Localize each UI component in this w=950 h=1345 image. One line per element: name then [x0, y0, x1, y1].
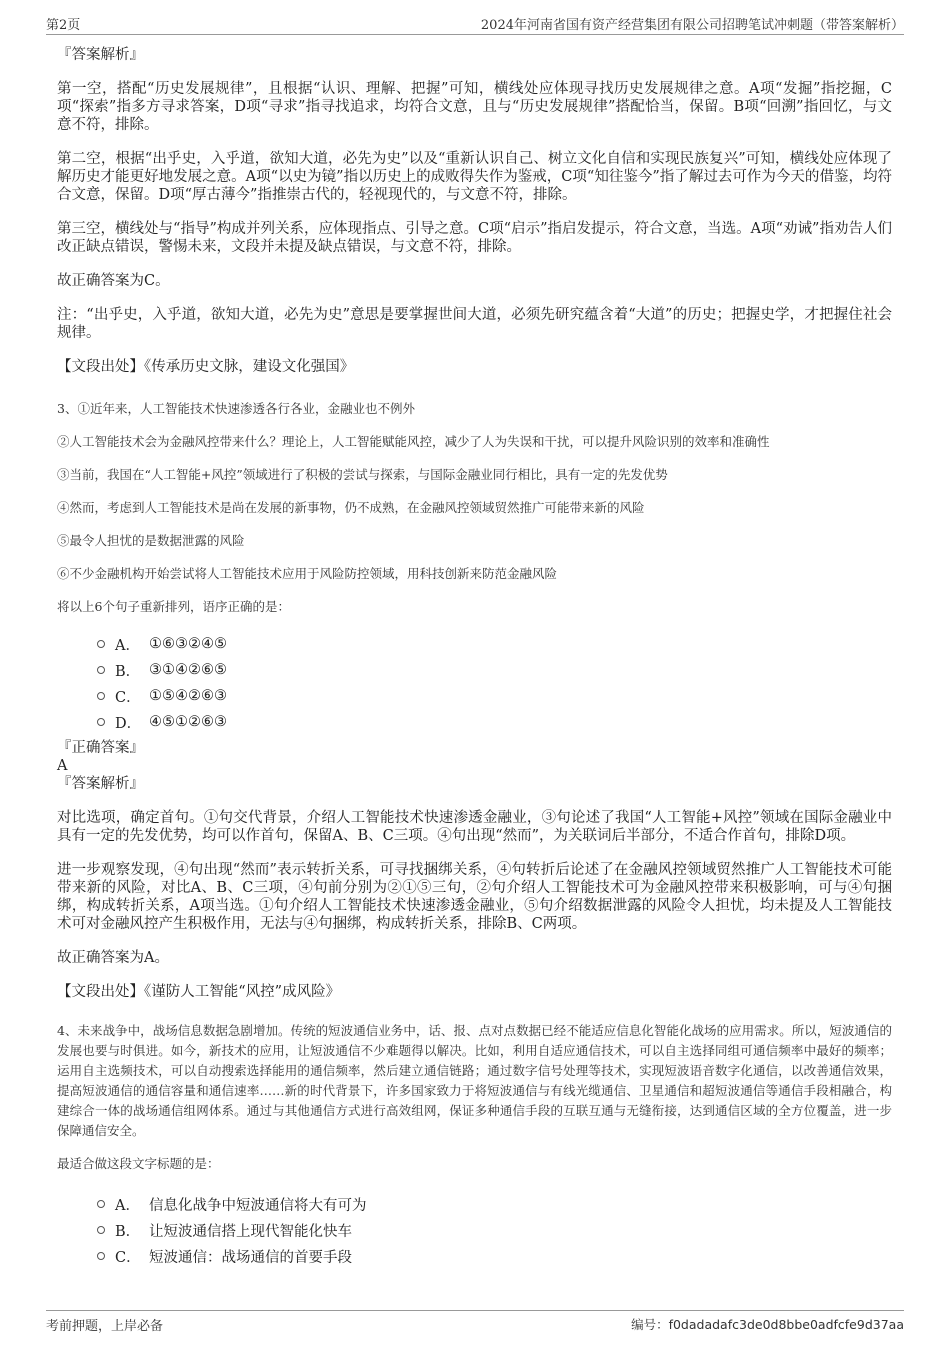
analysis-paragraph: 第三空，横线处与“指导”构成并列关系，应体现指点、引导之意。C项“启示”指启发提示，符合文意，当选。A项“劝诫”指劝告人们改正缺点错误，警惕未来，文段并未提及缺点错误，与文意不符，排除。: [57, 221, 892, 255]
radio-icon[interactable]: [97, 1252, 105, 1260]
analysis-paragraph: 对比选项，确定首句。①句交代背景，介绍人工智能技术快速渗透金融业，③句论述了我国“人工智能+风控”领域在国际金融业中具有一定的先发优势，均可以作首句，保留A、B、C三项。④句出现“然而”，为关联词后半部分，不适合作首句，排除D项。: [57, 810, 892, 844]
sentence-item: ⑥不少金融机构开始尝试将人工智能技术应用于风险防控领域，用科技创新来防范金融风险: [57, 566, 558, 581]
document-title: 2024年河南省国有资产经营集团有限公司招聘笔试冲刺题（带答案解析）: [480, 18, 904, 33]
option-c[interactable]: C． 短波通信：战场通信的首要手段: [97, 1243, 892, 1269]
correct-answer-label: 『正确答案』: [57, 740, 144, 756]
sentence-item: ④然而，考虑到人工智能技术是尚在发展的新事物，仍不成熟，在金融风控领域贸然推广可能带来新的风险: [57, 500, 645, 515]
question-4-prompt: 最适合做这段文字标题的是：: [57, 1156, 220, 1171]
radio-icon[interactable]: [97, 640, 105, 648]
sentence-item: ②人工智能技术会为金融风控带来什么？理论上，人工智能赋能风控，减少了人为失误和干扰，可以提升风险识别的效率和准确性: [57, 434, 770, 449]
option-d[interactable]: D． ④⑤①②⑥③: [97, 709, 892, 735]
page-content: [57, 46, 892, 1273]
question-4-stem: 4、未来战争中，战场信息数据急剧增加。传统的短波通信业务中，话、报、点对点数据已经不能适应信息化智能化战场的应用需求。所以，短波通信的发展也要与时俱进。如今，新技术的应用，让短波通信不少难题得以解决。比如，利用自适应通信技术，可以自主选择同组可通信频率中最好的频率；运用自主选频技术，可以自动搜索选择能用的通信频率，然后建立通信链路；通过数字信号处理等技术，实现短波语音数字化通信，以改善通信效果，提高短波通信的通信容量和通信速率……新的时代背景下，许多国家致力于将短波通信与有线光缆通信、卫星通信和超短波通信等通信手段相融合，构建综合一体的战场通信组网体系。通过与其他通信方式进行高效组网，保证多种通信手段的互联互通与无缝衔接，达到通信区域的全方位覆盖，进一步保障通信安全。: [57, 1023, 892, 1138]
document-id: 编号：f0dadadafc3de0d8bbe0adfcfe9d37aa: [631, 1317, 904, 1332]
question-3-prompt: 将以上6个句子重新排列，语序正确的是：: [57, 599, 290, 614]
question-3-stem: 3、①近年来，人工智能技术快速渗透各行各业，金融业也不例外: [57, 401, 415, 416]
analysis-label: 『答案解析』: [57, 776, 144, 792]
radio-icon[interactable]: [97, 718, 105, 726]
footer-slogan: 考前押题，上岸必备: [46, 1319, 164, 1334]
analysis-note: 注：“出乎史，入乎道，欲知大道，必先为史”意思是要掌握世间大道，必须先研究蕴含着“大道”的历史；把握史学，才把握住社会规律。: [57, 307, 892, 341]
analysis-conclusion: 故正确答案为A。: [57, 950, 169, 966]
sentence-item: ③当前，我国在“人工智能+风控”领域进行了积极的尝试与探索，与国际金融业同行相比，具有一定的先发优势: [57, 467, 668, 482]
page-footer: [46, 1310, 904, 1334]
option-a[interactable]: A． ①⑥③②④⑤: [97, 631, 892, 657]
correct-answer: A: [57, 758, 68, 774]
sentence-item: ⑤最令人担忧的是数据泄露的风险: [57, 533, 245, 548]
question-4-options: [97, 1191, 892, 1269]
option-c[interactable]: C． ①⑤④②⑥③: [97, 683, 892, 709]
option-b[interactable]: B． ③①④②⑥⑤: [97, 657, 892, 683]
radio-icon[interactable]: [97, 692, 105, 700]
analysis-label: 『答案解析』: [57, 47, 144, 63]
source-citation: 【文段出处】《谨防人工智能“风控”成风险》: [57, 984, 341, 1000]
option-a[interactable]: A． 信息化战争中短波通信将大有可为: [97, 1191, 892, 1217]
analysis-paragraph: 第一空，搭配“历史发展规律”，且根据“认识、理解、把握”可知，横线处应体现寻找历史发展规律之意。A项“发掘”指挖掘，C项“探索”指多方寻求答案，D项“寻求”指寻找追求，均符合文意，且与“历史发展规律”搭配恰当，保留。B项“回溯”指回忆，与文意不符，排除。: [57, 81, 892, 133]
option-b[interactable]: B． 让短波通信搭上现代智能化快车: [97, 1217, 892, 1243]
analysis-conclusion: 故正确答案为C。: [57, 273, 170, 289]
page-number: 第2页: [46, 18, 81, 33]
analysis-paragraph: 第二空，根据“出乎史，入乎道，欲知大道，必先为史”以及“重新认识自己、树立文化自信和实现民族复兴”可知，横线处应体现了解历史才能更好地发展之意。A项“以史为镜”指以历史上的成败得失作为鉴戒，C项“知往鉴今”指了解过去可作为今天的借鉴，均符合文意，保留。D项“厚古薄今”指推崇古代的，轻视现代的，与文意不符，排除。: [57, 151, 892, 203]
analysis-paragraph: 进一步观察发现，④句出现“然而”表示转折关系，可寻找捆绑关系，④句转折后论述了在金融风控领域贸然推广人工智能技术可能带来新的风险，对比A、B、C三项，④句前分别为②①⑤三句，②句介绍人工智能技术可为金融风控带来积极影响，可与④句捆绑，构成转折关系，A项当选。①句介绍人工智能技术快速渗透金融业，⑤句介绍数据泄露的风险令人担忧，均未提及人工智能技术可对金融风控产生积极作用，无法与④句捆绑，构成转折关系，排除B、C两项。: [57, 862, 892, 932]
radio-icon[interactable]: [97, 1226, 105, 1234]
radio-icon[interactable]: [97, 1200, 105, 1208]
question-3-options: [97, 631, 892, 735]
radio-icon[interactable]: [97, 666, 105, 674]
source-citation: 【文段出处】《传承历史文脉，建设文化强国》: [57, 359, 355, 375]
page-header: [46, 14, 904, 35]
